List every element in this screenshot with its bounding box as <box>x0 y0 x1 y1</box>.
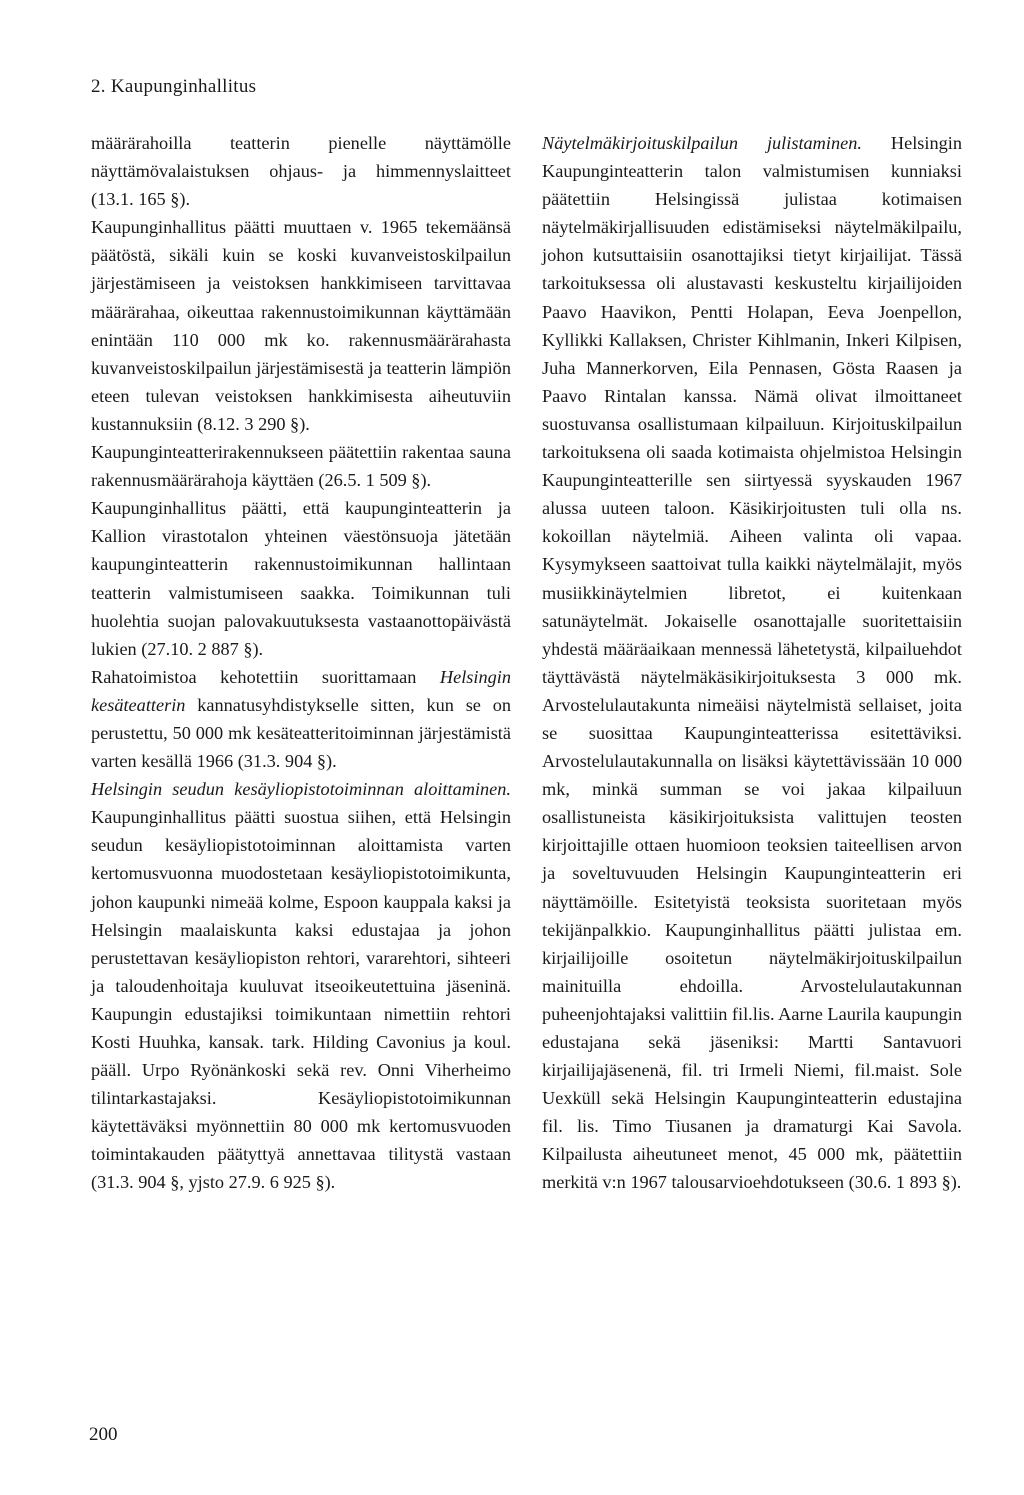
left-column <box>91 129 511 1197</box>
right-column <box>542 129 962 1197</box>
paragraph <box>91 775 511 1196</box>
paragraph-text: Kaupunginhallitus päätti muuttaen v. 1965 tekemäänsä päätöstä, sikäli kuin se koski kuvanveistoskilpailun järjestämiseen ja veistoksen hankkimiseen tarvittavaa määrärahaa, oikeuttaa rakennustoimikunnan käyttämään enintään 110 000 mk ko. rakennusmäärärahasta kuvanveistoskilpailun järjestämisestä ja teatterin lämpiön eteen tulevan veistoksen hankkimisesta aiheutuviin kustannuksiin (8.12. 3 290 §). <box>91 217 511 434</box>
paragraph-text: määrärahoilla teatterin pienelle näyttämölle näyttämövalaistuksen ohjaus- ja himmennyslaitteet (13.1. 165 §). <box>91 133 511 210</box>
paragraph <box>91 494 511 663</box>
section-run-in-heading: Helsingin seudun kesäyliopistotoiminnan aloittaminen. <box>91 779 511 800</box>
running-head: 2. Kaupunginhallitus <box>91 76 257 97</box>
paragraph <box>91 438 511 494</box>
paragraph <box>91 213 511 438</box>
paragraph <box>91 663 511 775</box>
paragraph-text: Kaupunginteatterirakennukseen päätettiin rakentaa sauna rakennusmäärärahoja käyttäen (26.5. 1 509 §). <box>91 442 511 491</box>
paragraph-text: kannatusyhdistykselle sitten, kun se on perustettu, 50 000 mk kesäteatteritoiminnan järjestämistä varten kesällä 1966 (31.3. 904 §). <box>91 694 511 772</box>
section-run-in-heading: Näytelmäkirjoituskilpailun julistaminen. <box>542 133 862 153</box>
paragraph <box>91 129 511 213</box>
paragraph <box>542 129 962 1197</box>
page-number: 200 <box>89 1424 118 1445</box>
paragraph-text: Helsingin Kaupunginteatterin talon valmistumisen kunniaksi päätettiin Helsingissä julistaa kotimaisen näytelmäkirjallisuuden edistämiseksi näytelmäkilpailu, johon kutsuttaisiin osanottajiksi tietyt kirjailijat. Tässä tarkoituksessa oli alustavasti keskusteltu kirjailijoiden Paavo Haavikon, Pentti Holapan, Eeva Joenpellon, Kyllikki Kallaksen, Christer Kihlmanin, Inkeri Kilpisen, Juha Mannerkorven, Eila Pennasen, Gösta Raasen ja Paavo Rintalan kanssa. Nämä olivat ilmoittaneet suostuvansa osallistumaan kilpailuun. Kirjoituskilpailun tarkoituksena oli saada kotimaista ohjelmistoa Helsingin Kaupunginteatterille sen siirtyessä syyskauden 1967 alussa uuteen taloon. Käsikirjoitusten tuli olla ns. kokoillan näytelmiä. Aiheen valinta oli vapaa. Kysymykseen saattoivat tulla kaikki näytelmälajit, myös musiikkinäytelmien libretot, ei kuitenkaan satunäytelmät. Jokaiselle osanottajalle suoritettaisiin yhdestä määräaikaan mennessä lähetetystä, kilpailuehdot täyttävästä näytelmäkäsikirjoituksesta 3 000 mk. Arvostelulautakunta nimeäisi näytelmistä sellaiset, joita se suosittaa Kaupunginteatterissa esitettäviksi. Arvostelulautakunnalla on lisäksi käytettävissään 10 000 mk, minkä summan se voi jakaa kilpailuun osallistuneista käsikirjoituksista valittujen teosten kirjoittajille ottaen huomioon teoksien taiteellisen arvon ja soveltuvuuden Helsingin Kaupunginteatterin eri näyttämöille. Esitetyistä teoksista suoritetaan myös tekijänpalkkio. Kaupunginhallitus päätti julistaa em. kirjailijoille osoitetun näytelmäkirjoituskilpailun mainituilla ehdoilla. Arvostelulautakunnan puheenjohtajaksi valittiin fil.lis. Aarne Laurila kaupungin edustajana sekä jäseniksi: Martti Santavuori kirjailijajäsenenä, fil. tri Irmeli Niemi, fil.maist. Sole Uexküll sekä Helsingin Kaupunginteatterin edustajina fil. lis. Timo Tiusanen ja dramaturgi Kai Savola. Kilpailusta aiheutuneet menot, 45 000 mk, päätettiin merkitä v:n 1967 talousarvioehdotukseen (30.6. 1 893 §). <box>542 133 962 1193</box>
paragraph-text: Kaupunginhallitus päätti suostua siihen, että Helsingin seudun kesäyliopistotoiminnan aloittamista varten kertomusvuonna muodostetaan kesäyliopistotoimikunta, johon kaupunki nimeää kolme, Espoon kauppala kaksi ja Helsingin maalaiskunta kaksi edustajaa ja johon perustettavan kesäyliopiston rehtori, vararehtori, sihteeri ja taloudenhoitaja kuuluvat itseoikeutettuina jäseninä. Kaupungin edustajiksi toimikuntaan nimettiin rehtori Kosti Huuhka, kansak. tark. Hilding Cavonius ja koul. pääll. Urpo Ryönänkoski sekä rev. Onni Viherheimo tilintarkastajaksi. Kesäyliopistotoimikunnan käytettäväksi myönnettiin 80 000 mk kertomusvuoden toimintakauden päätyttyä annettavaa tilitystä vastaan (31.3. 904 §, yjsto 27.9. 6 925 §). <box>91 807 511 1193</box>
italic-phrase: Helsingin kesäteatterin <box>91 666 511 715</box>
paragraph-text: Rahatoimistoa kehotettiin suorittamaan <box>91 666 440 687</box>
paragraph-text: Kaupunginhallitus päätti, että kaupunginteatterin ja Kallion virastotalon yhteinen väestönsuoja jätetään kaupunginteatterin rakennustoimikunnan hallintaan teatterin valmistumiseen saakka. Toimikunnan tuli huolehtia suojan palovakuutuksesta vastaanottopäivästä lukien (27.10. 2 887 §). <box>91 498 511 659</box>
